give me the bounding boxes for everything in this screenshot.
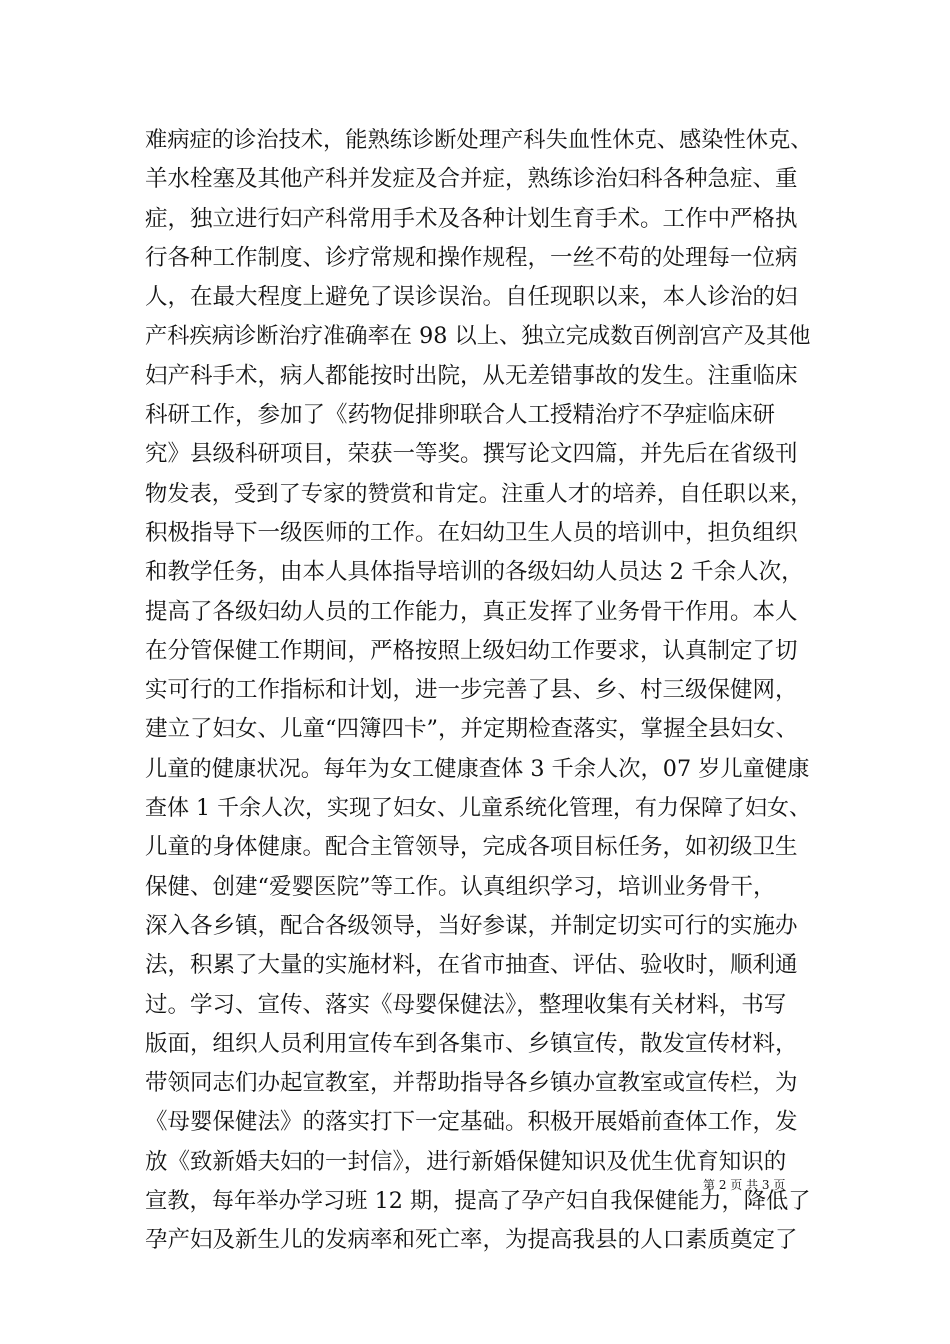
text-line: 妇产科手术，病人都能按时出院，从无差错事故的发生。注重临床 [145,362,798,389]
text-line: 法，积累了大量的实施材料，在省市抽查、评估、验收时，顺利通 [145,952,798,979]
text-line: 建立了妇女、儿童“四簿四卡”，并定期检查落实，掌握全县妇女、 [145,716,799,743]
text-line: 症，独立进行妇产科常用手术及各种计划生育手术。工作中严格执 [145,205,798,232]
text-line: 过。学习、宣传、落实《母婴保健法》，整理收集有关材料，书写 [145,991,787,1018]
page-number-footer: 第 2 页 共 3 页 [703,1178,786,1192]
text-line: 究》县级科研项目，荣获一等奖。撰写论文四篇，并先后在省级刊 [145,441,798,468]
text-line: 提高了各级妇幼人员的工作能力，真正发挥了业务骨干作用。本人 [145,598,798,625]
document-body [145,121,815,1261]
text-line: 保健、创建“爱婴医院”等工作。认真组织学习，培训业务骨干， [145,873,776,900]
text-line: 行各种工作制度、诊疗常规和操作规程，一丝不苟的处理每一位病 [145,244,798,271]
text-line: 儿童的身体健康。配合主管领导，完成各项目标任务，如初级卫生 [145,834,798,861]
text-line: 物发表，受到了专家的赞赏和肯定。注重人才的培养，自任职以来， [145,480,813,507]
text-line: 实可行的工作指标和计划，进一步完善了县、乡、村三级保健网， [145,677,798,704]
text-line: 带领同志们办起宣教室，并帮助指导各乡镇办宣教室或宣传栏，为 [145,1070,798,1097]
text-line: 人，在最大程度上避免了误诊误治。自任现职以来，本人诊治的妇 [145,284,798,311]
text-line: 《母婴保健法》的落实打下一定基础。积极开展婚前查体工作，发 [145,1109,798,1136]
text-line: 深入各乡镇，配合各级领导，当好参谋，并制定切实可行的实施办 [145,912,798,939]
text-line: 和教学任务，由本人具体指导培训的各级妇幼人员达 2 千余人次， [145,559,804,586]
text-line: 产科疾病诊断治疗准确率在 98 以上、独立完成数百例剖宫产及其他 [145,323,811,350]
text-line: 放《致新婚夫妇的一封信》，进行新婚保健知识及优生优育知识的 [145,1148,787,1175]
text-line: 宣教，每年举办学习班 12 期，提高了孕产妇自我保健能力，降低了 [145,1188,811,1215]
text-line: 在分管保健工作期间，严格按照上级妇幼工作要求，认真制定了切 [145,637,798,664]
text-line: 儿童的健康状况。每年为女工健康查体 3 千余人次，07 岁儿童健康 [145,755,810,782]
text-line: 科研工作，参加了《药物促排卵联合人工授精治疗不孕症临床研 [145,402,776,429]
text-line: 查体 1 千余人次，实现了妇女、儿童系统化管理，有力保障了妇女、 [145,796,811,822]
text-line: 羊水栓塞及其他产科并发症及合并症，熟练诊治妇科各种急症、重 [145,166,798,193]
text-line: 孕产妇及新生儿的发病率和死亡率，为提高我县的人口素质奠定了 [145,1227,798,1254]
text-line: 难病症的诊治技术，能熟练诊断处理产科失血性休克、感染性休克、 [145,127,813,153]
text-line: 版面，组织人员利用宣传车到各集市、乡镇宣传，散发宣传材料， [145,1030,798,1057]
text-line: 积极指导下一级医师的工作。在妇幼卫生人员的培训中，担负组织 [145,519,798,546]
